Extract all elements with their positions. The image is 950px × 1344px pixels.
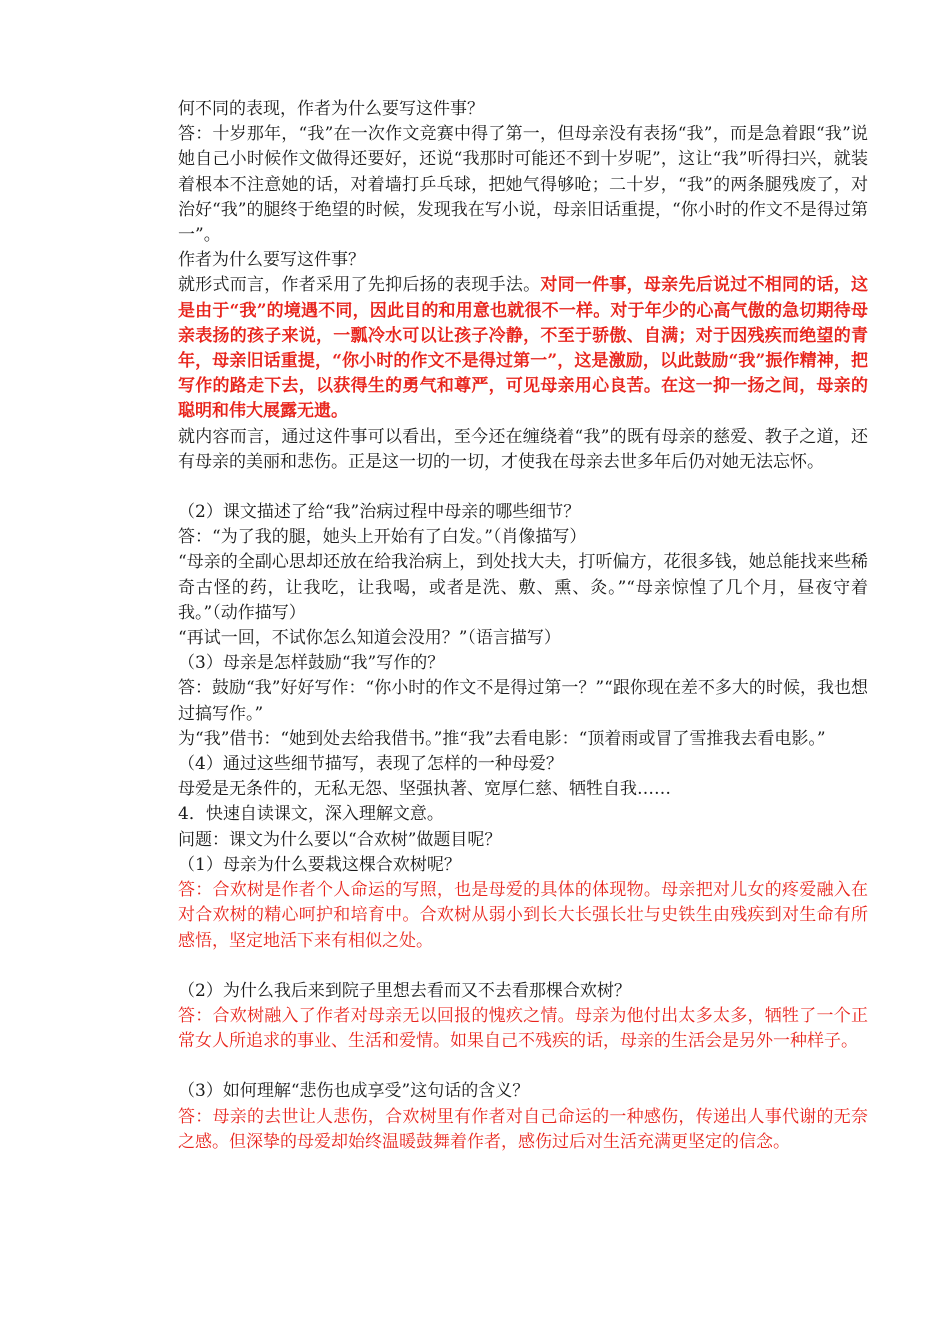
sub-question-2: （2）为什么我后来到院子里想去看而又不去看那棵合欢树？ [178,980,631,1001]
answer-portrait: 答：“为了我的腿，她头上开始有了白发。”（肖像描写） [178,527,587,548]
paragraph-question-tail: 何不同的表现，作者为什么要写这件事？ [178,99,484,119]
section-4-heading: 4．快速自读课文，深入理解文意。 [178,804,444,825]
document-page [178,97,868,1155]
paragraph-form-analysis [178,273,868,424]
blank-line [178,475,868,500]
paragraph-question-why: 作者为什么要写这件事？ [178,250,365,271]
answer-books-movies: 为“我”借书：“她到处去给我借书。”推“我”去看电影：“顶着雨或冒了雪推我去看电影。” [178,728,826,749]
question-4: （4）通过这些细节描写，表现了怎样的一种母爱？ [178,754,563,775]
blank-line [178,954,868,979]
sub-answer-2: 答：合欢树融入了作者对母亲无以回报的愧疚之情。母亲为他付出太多太多，牺牲了一个正常女人所追求的事业、生活和爱情。如果自己不残疾的话，母亲的生活会是另外一种样子。 [178,1005,868,1052]
sub-question-1: （1）母亲为什么要栽这棵合欢树呢？ [178,854,461,875]
answer-speech: “再试一回，不试你怎么知道会没用？”（语言描写） [178,628,561,649]
form-highlight: 对同一件事，母亲先后说过不相同的话，这是由于“我”的境遇不同，因此目的和用意也就很不一样。对于年少的心高气傲的急切期待母亲表扬的孩子来说，一瓢冷水可以让孩子冷静，不至于骄傲、自满；对于因残疾而绝望的青年，母亲旧话重提，“你小时的作文不是得过第一”，这是激励，以此鼓励“我”振作精神，把写作的路走下去，以获得生的勇气和尊严，可见母亲用心良苦。在这一抑一扬之间，母亲的聪明和伟大展露无遗。 [178,275,869,422]
form-intro: 就形式而言，作者采用了先抑后扬的表现手法。 [178,275,541,296]
paragraph-content-analysis: 就内容而言，通过这件事可以看出，至今还在缠绕着“我”的既有母亲的慈爱、教子之道，还有母亲的美丽和悲伤。正是这一切的一切，才使我在母亲去世多年后仍对她无法忘怀。 [178,426,868,472]
question-2: （2）课文描述了给“我”治病过程中母亲的哪些细节？ [178,502,581,523]
title-question: 问题：课文为什么要以“合欢树”做题目呢？ [178,829,502,850]
answer-action: “母亲的全副心思却还放在给我治病上，到处找大夫，打听偏方，花很多钱，她总能找来些稀奇古怪的药，让我吃，让我喝，或者是洗、敷、熏、灸。”“母亲惊惶了几个月，昼夜守着我。”（动作描写） [178,552,868,623]
blank-line [178,1054,868,1079]
sub-answer-3: 答：母亲的去世让人悲伤，合欢树里有作者对自己命运的一种感伤，传递出人事代谢的无奈之感。但深挚的母爱却始终温暖鼓舞着作者，感伤过后对生活充满更坚定的信念。 [178,1106,868,1152]
answer-encourage: 答：鼓励“我”好好写作：“你小时的作文不是得过第一？”“跟你现在差不多大的时候，我也想过搞写作。” [178,678,868,724]
paragraph-answer-events: 答：十岁那年，“我”在一次作文竞赛中得了第一，但母亲没有表扬“我”，而是急着跟“我”说她自己小时候作文做得还要好，还说“我那时可能还不到十岁呢”，这让“我”听得扫兴，就装着根本不注意她的话，对着墙打乒乓球，把她气得够呛；二十岁，“我”的两条腿残废了，对治好“我”的腿终于绝望的时候，发现我在写小说，母亲旧话重提，“你小时的作文不是得过第一”。 [178,124,868,246]
question-3: （3）母亲是怎样鼓励“我”写作的？ [178,653,445,674]
answer-love: 母爱是无条件的，无私无怨、坚强执著、宽厚仁慈、牺牲自我…… [178,779,671,800]
sub-question-3: （3）如何理解“悲伤也成享受”这句话的含义？ [178,1081,530,1102]
sub-answer-1: 答：合欢树是作者个人命运的写照，也是母爱的具体的体现物。母亲把对儿女的疼爱融入在对合欢树的精心呵护和培育中。合欢树从弱小到长大长强长壮与史铁生由残疾到对生命有所感悟，坚定地活下来有相似之处。 [178,880,868,951]
